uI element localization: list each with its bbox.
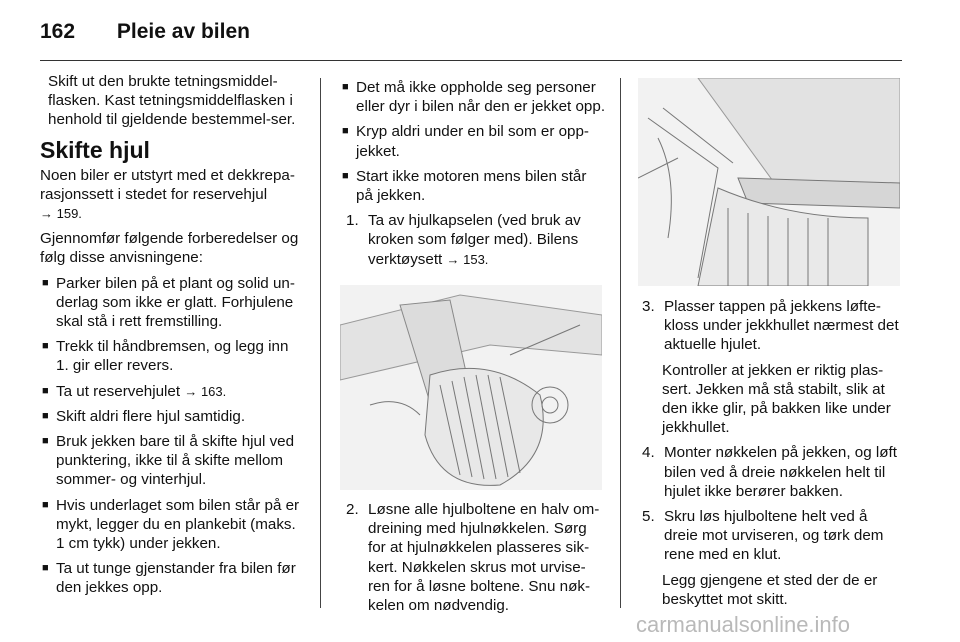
step-note: Legg gjengene et sted der de er beskyttet mot skitt.	[662, 571, 878, 608]
page-header	[40, 20, 250, 44]
intro-paragraph: Skift ut den brukte tetningsmiddel-flasken. Kast tetningsmiddelflasken i henhold til gjeldende bestemmel-ser.	[48, 73, 296, 129]
bullet-icon: ■	[42, 498, 49, 511]
paragraph: Gjennomfør følgende forberedelser og følg disse anvisningene:	[40, 230, 299, 267]
list-item: ■ Bruk jekken bare til å skifte hjul ved punktering, ikke til å skifte mellom sommer- og vinterhjul.	[42, 433, 295, 489]
column-3	[640, 297, 903, 615]
column-1	[40, 72, 305, 604]
numbered-step: 3. Plasser tappen på jekkens løfte-kloss under jekkhullet nærmest det aktuelle hjulet.	[642, 298, 899, 354]
list-item: ■ Hvis underlaget som bilen står på er mykt, legger du en plankebit (maks. 1 cm tykk) under jekken.	[42, 496, 300, 553]
bullet-icon: ■	[342, 125, 349, 138]
bullet-icon: ■	[342, 169, 349, 182]
list-item: ■ Det må ikke oppholde seg personer eller dyr i bilen når den er jekket opp.	[342, 79, 606, 116]
bullet-icon: ■	[342, 81, 349, 93]
section-title: Pleie av bilen	[116, 20, 250, 43]
list-item: ■ Start ikke motoren mens bilen står på jekken.	[342, 167, 587, 205]
list-item: ■ Trekk til håndbremsen, og legg inn 1. gir eller revers.	[42, 338, 289, 375]
list-item: ■ Ta ut tunge gjenstander fra bilen før den jekkes opp.	[42, 560, 296, 597]
page-number: 162	[40, 20, 76, 43]
cross-reference-link[interactable]: → 153.	[446, 251, 489, 267]
list-item: ■ Kryp aldri under en bil som er opp-jekket.	[342, 123, 589, 160]
numbered-step: 2. Løsne alle hjulboltene en halv om-dreining med hjulnøkkelen. Sørg for at hjulnøkkelen plasseres sik-kert. Nøkkelen skrus mot urvise-ren for å løsne boltene. Snu nøk-kelen om nødvendig.	[346, 501, 600, 615]
bullet-icon: ■	[42, 340, 49, 353]
wheel-cap-removal-illustration	[340, 285, 602, 490]
bullet-icon: ■	[42, 435, 49, 448]
bullet-icon: ■	[42, 276, 49, 289]
jack-position-illustration	[638, 78, 900, 286]
column-divider	[320, 78, 321, 608]
numbered-step: 4. Monter nøkkelen på jekken, og løft bilen ved å dreie nøkkelen helt til hjulet ikke berører bakken.	[642, 444, 897, 500]
section-heading: Skifte hjul	[40, 136, 150, 163]
numbered-step: 5. Skru løs hjulboltene helt ved å dreie mot urviseren, og tørk dem rene med en klut.	[642, 508, 884, 564]
list-item: ■ Skift aldri flere hjul samtidig.	[42, 407, 246, 425]
bullet-icon: ■	[42, 562, 49, 575]
list-item: ■ Ta ut reservehjulet → 163.	[42, 382, 227, 400]
header-rule	[40, 60, 902, 61]
paragraph: Noen biler er utstyrt med et dekkrepa-rasjonssett i stedet for reservehjul → 159.	[40, 166, 295, 222]
numbered-step: 1. Ta av hjulkapselen (ved bruk av kroken som følger med). Bilens verktøysett → 153.	[346, 212, 581, 268]
bullet-icon: ■	[42, 409, 49, 422]
column-2-continued	[340, 500, 606, 621]
step-note: Kontroller at jekken er riktig plas-sert. Jekken må stå stabilt, slik at den ikke glir, på bakken like under jekkhullet.	[662, 361, 891, 437]
cross-reference-link[interactable]: → 159.	[40, 206, 82, 222]
cross-reference-link[interactable]: → 163.	[184, 383, 227, 399]
column-divider	[620, 78, 621, 608]
watermark: carmanualsonline.info	[636, 612, 851, 637]
bullet-icon: ■	[42, 384, 49, 397]
column-2	[340, 78, 606, 275]
list-item: ■ Parker bilen på et plant og solid un-derlag som ikke er glatt. Forhjulene skal stå i rett fremstilling.	[42, 274, 295, 331]
